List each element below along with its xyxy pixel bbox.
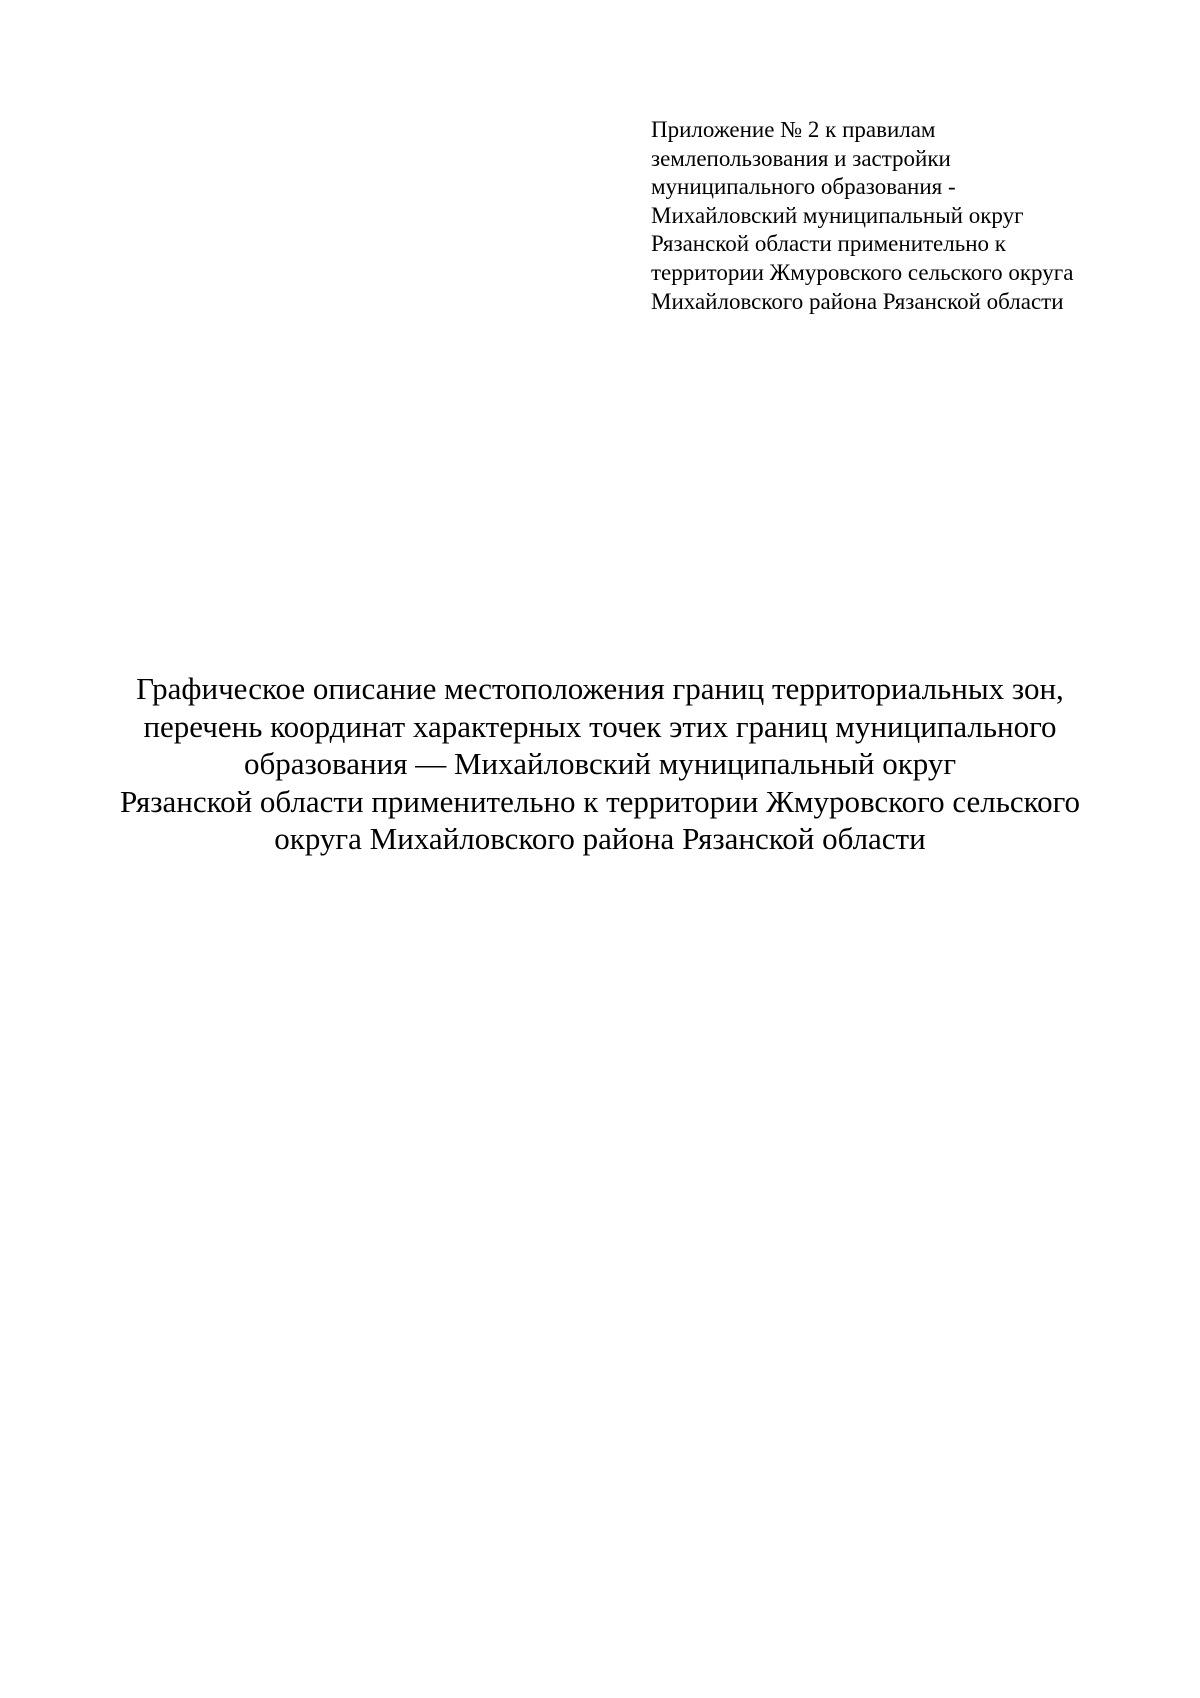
- appendix-note-line: Михайловский муниципальный округ: [651, 202, 1024, 228]
- document-title-line: образования — Михайловский муниципальный округ: [243, 746, 957, 781]
- appendix-note-line: землепользования и застройки: [651, 145, 951, 171]
- appendix-note-line: муниципального образования -: [651, 174, 956, 200]
- appendix-note-line: Рязанской области применительно к: [651, 231, 1006, 257]
- document-title-line: Рязанской области применительно к территории Жмуровского сельского: [119, 783, 1081, 819]
- document-title-line: Графическое описание местоположения границ территориальных зон,: [136, 671, 1064, 706]
- document-title-line: округа Михайловского района Рязанской области: [274, 821, 926, 856]
- document-title: [60, 670, 1140, 858]
- document-title-line: перечень координат характерных точек этих границ муниципального: [143, 708, 1057, 744]
- appendix-note: [651, 116, 1171, 316]
- appendix-note-line: территории Жмуровского сельского округа: [651, 259, 1074, 285]
- appendix-note-line: Михайловского района Рязанской области: [651, 288, 1064, 314]
- appendix-note-line: Приложение № 2 к правилам: [651, 117, 936, 142]
